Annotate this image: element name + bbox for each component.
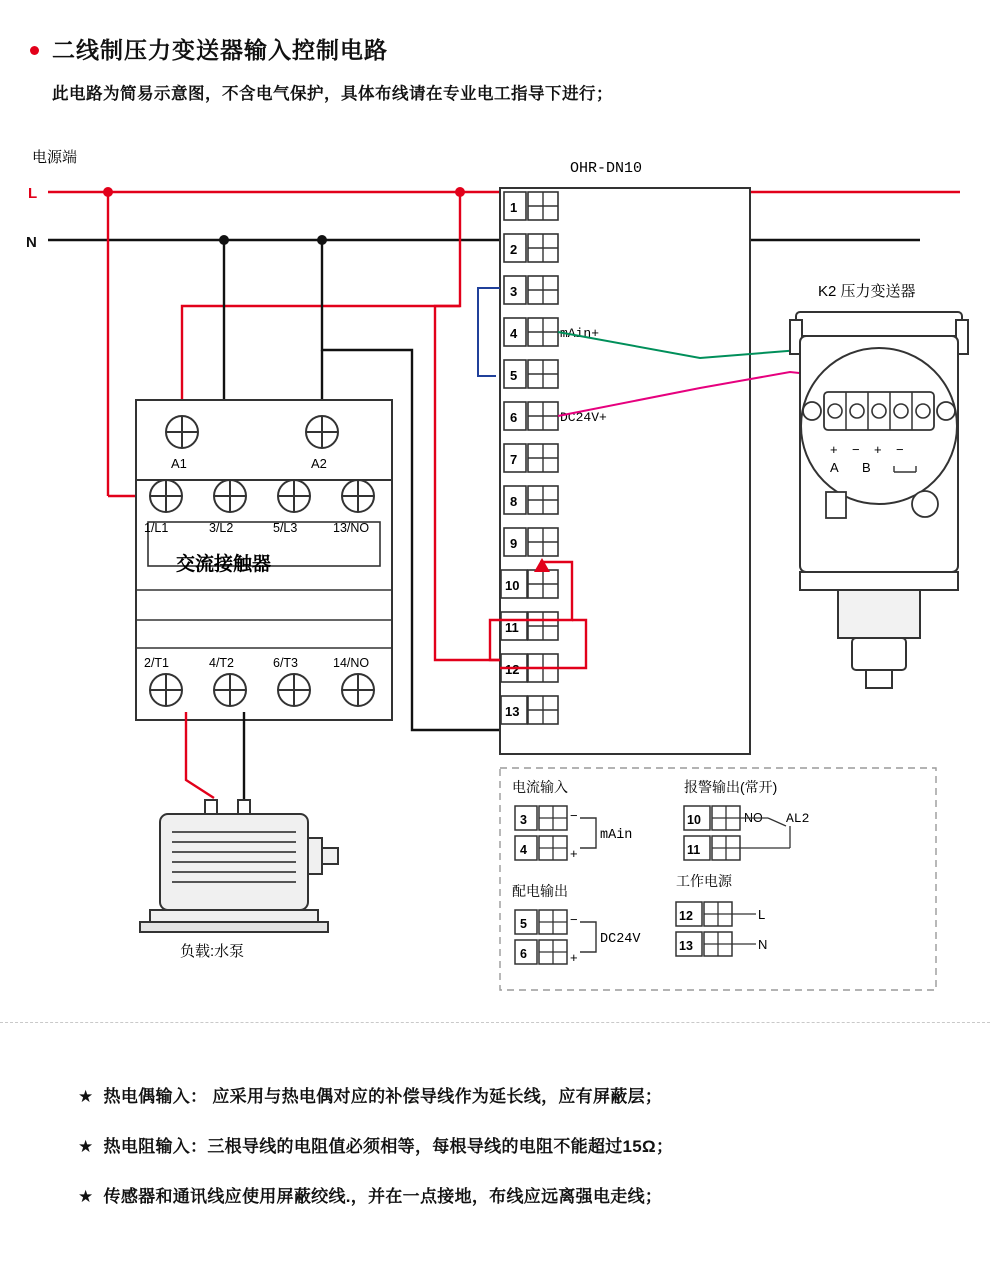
motor-load [140, 800, 338, 932]
legend-terminal-num: 6 [520, 947, 527, 961]
legend-terminal-num: 5 [520, 917, 527, 931]
transmitter-sign: − [852, 442, 860, 457]
svg-text:9: 9 [510, 536, 518, 551]
contactor-bottom-terminal [342, 674, 374, 706]
legend-terminal-num: 11 [687, 843, 701, 857]
legend-sign: − [570, 808, 578, 823]
legend-current-input-title: 电流输入 [512, 779, 568, 795]
legend-power-output-title: 配电输出 [512, 883, 568, 899]
live-to-terminal-wire [435, 306, 500, 660]
contactor-top-label: 1/L1 [144, 521, 169, 535]
legend-terminal-num: 12 [679, 909, 693, 923]
blue-jumper-wire [478, 288, 496, 376]
legend-sign: NO [744, 811, 763, 825]
page-title: 二线制压力变送器输入控制电路 [52, 37, 388, 63]
note-text: 热电阻输入：三根导线的电阻值必须相等，每根导线的电阻不能超过15Ω； [103, 1137, 674, 1156]
svg-text:7: 7 [510, 452, 518, 467]
line-L-label: L [28, 185, 38, 202]
star-icon: ★ [78, 1137, 94, 1156]
legend-current-input-label: mAin [600, 828, 633, 843]
note-item [78, 1182, 662, 1207]
legend-power-output-label: DC24V [600, 932, 641, 947]
contactor-bottom-terminal [150, 674, 182, 706]
note-text: 传感器和通讯线应使用屏蔽绞线.，并在一点接地，布线应远离强电走线； [103, 1187, 663, 1206]
line-N-label: N [26, 234, 37, 251]
legend-current-input [515, 806, 632, 861]
contactor-name: 交流接触器 [176, 554, 272, 575]
contactor-top-label: 13/NO [333, 521, 370, 535]
legend-terminal-num: 4 [520, 843, 527, 857]
transmitter-name-b: B [862, 460, 871, 475]
contactor-top-terminal [150, 480, 182, 512]
bullet-icon [30, 46, 39, 55]
svg-text:12: 12 [505, 662, 520, 677]
legend-power-output [515, 910, 641, 965]
contactor-bottom-terminal [278, 674, 310, 706]
contactor-bottom-label: 6/T3 [273, 656, 299, 670]
contactor-bottom-terminal [214, 674, 246, 706]
legend-terminal-num: 13 [679, 939, 693, 953]
device-title: OHR-DN10 [570, 160, 643, 177]
svg-text:3: 3 [510, 284, 518, 299]
coil-terminal-a2 [306, 416, 338, 448]
contactor-top-terminal [278, 480, 310, 512]
transmitter-sign: + [874, 442, 882, 457]
svg-text:5: 5 [510, 368, 518, 383]
star-icon: ★ [78, 1187, 94, 1206]
legend-alarm-output [684, 806, 809, 860]
contactor-bottom-label: 2/T1 [144, 656, 170, 670]
svg-text:8: 8 [510, 494, 518, 509]
contactor-bottom-label: 14/NO [333, 656, 370, 670]
note-text: 热电偶输入： 应采用与热电偶对应的补偿导线作为延长线，应有屏蔽层； [103, 1087, 663, 1106]
coil-a1-label: A1 [171, 456, 187, 471]
svg-text:2: 2 [510, 242, 518, 257]
svg-text:6: 6 [510, 410, 518, 425]
pressure-transmitter [790, 312, 968, 688]
contactor-top-terminal [342, 480, 374, 512]
transmitter-sign: + [830, 442, 838, 457]
legend-sign: + [570, 950, 578, 965]
legend-sign: L [758, 907, 766, 922]
coil-terminal-a1 [166, 416, 198, 448]
transmitter-title: K2 压力变送器 [818, 283, 916, 300]
svg-text:4: 4 [510, 326, 518, 341]
star-icon: ★ [78, 1087, 94, 1106]
coil-a2-label: A2 [311, 456, 327, 471]
section-divider [0, 1022, 990, 1023]
legend-terminal-num: 10 [687, 813, 701, 827]
power-source-label: 电源端 [32, 149, 78, 166]
svg-text:11: 11 [505, 620, 519, 635]
contactor-bottom-label: 4/T2 [209, 656, 235, 670]
svg-text:10: 10 [505, 578, 520, 593]
legend-work-power-title: 工作电源 [676, 873, 732, 889]
svg-text:1: 1 [510, 200, 518, 215]
legend-sign: N [758, 937, 768, 952]
legend-alarm-title: 报警输出(常开) [684, 779, 778, 795]
legend-work-power [676, 902, 767, 956]
page-subtitle: 此电路为简易示意图，不含电气保护，具体布线请在专业电工指导下进行； [52, 85, 613, 103]
terminal-dc24-label: DC24V+ [560, 410, 607, 425]
svg-text:13: 13 [505, 704, 520, 719]
wiring-diagram [0, 120, 990, 1020]
note-item [78, 1082, 662, 1107]
motor-live-wire [186, 712, 214, 798]
legend-sign: + [570, 846, 578, 861]
transmitter-sign: − [896, 442, 904, 457]
contactor-top-label: 5/L3 [273, 521, 298, 535]
note-item [78, 1132, 673, 1157]
legend-sign: − [570, 912, 578, 927]
contactor-top-label: 3/L2 [209, 521, 234, 535]
transmitter-name-a: A [830, 460, 839, 475]
contactor-top-terminal [214, 480, 246, 512]
legend-alarm-label: AL2 [786, 811, 810, 826]
terminal-main-in-label: mAin+ [560, 326, 600, 341]
load-label: 负载:水泵 [180, 943, 245, 960]
legend-terminal-num: 3 [520, 813, 527, 827]
